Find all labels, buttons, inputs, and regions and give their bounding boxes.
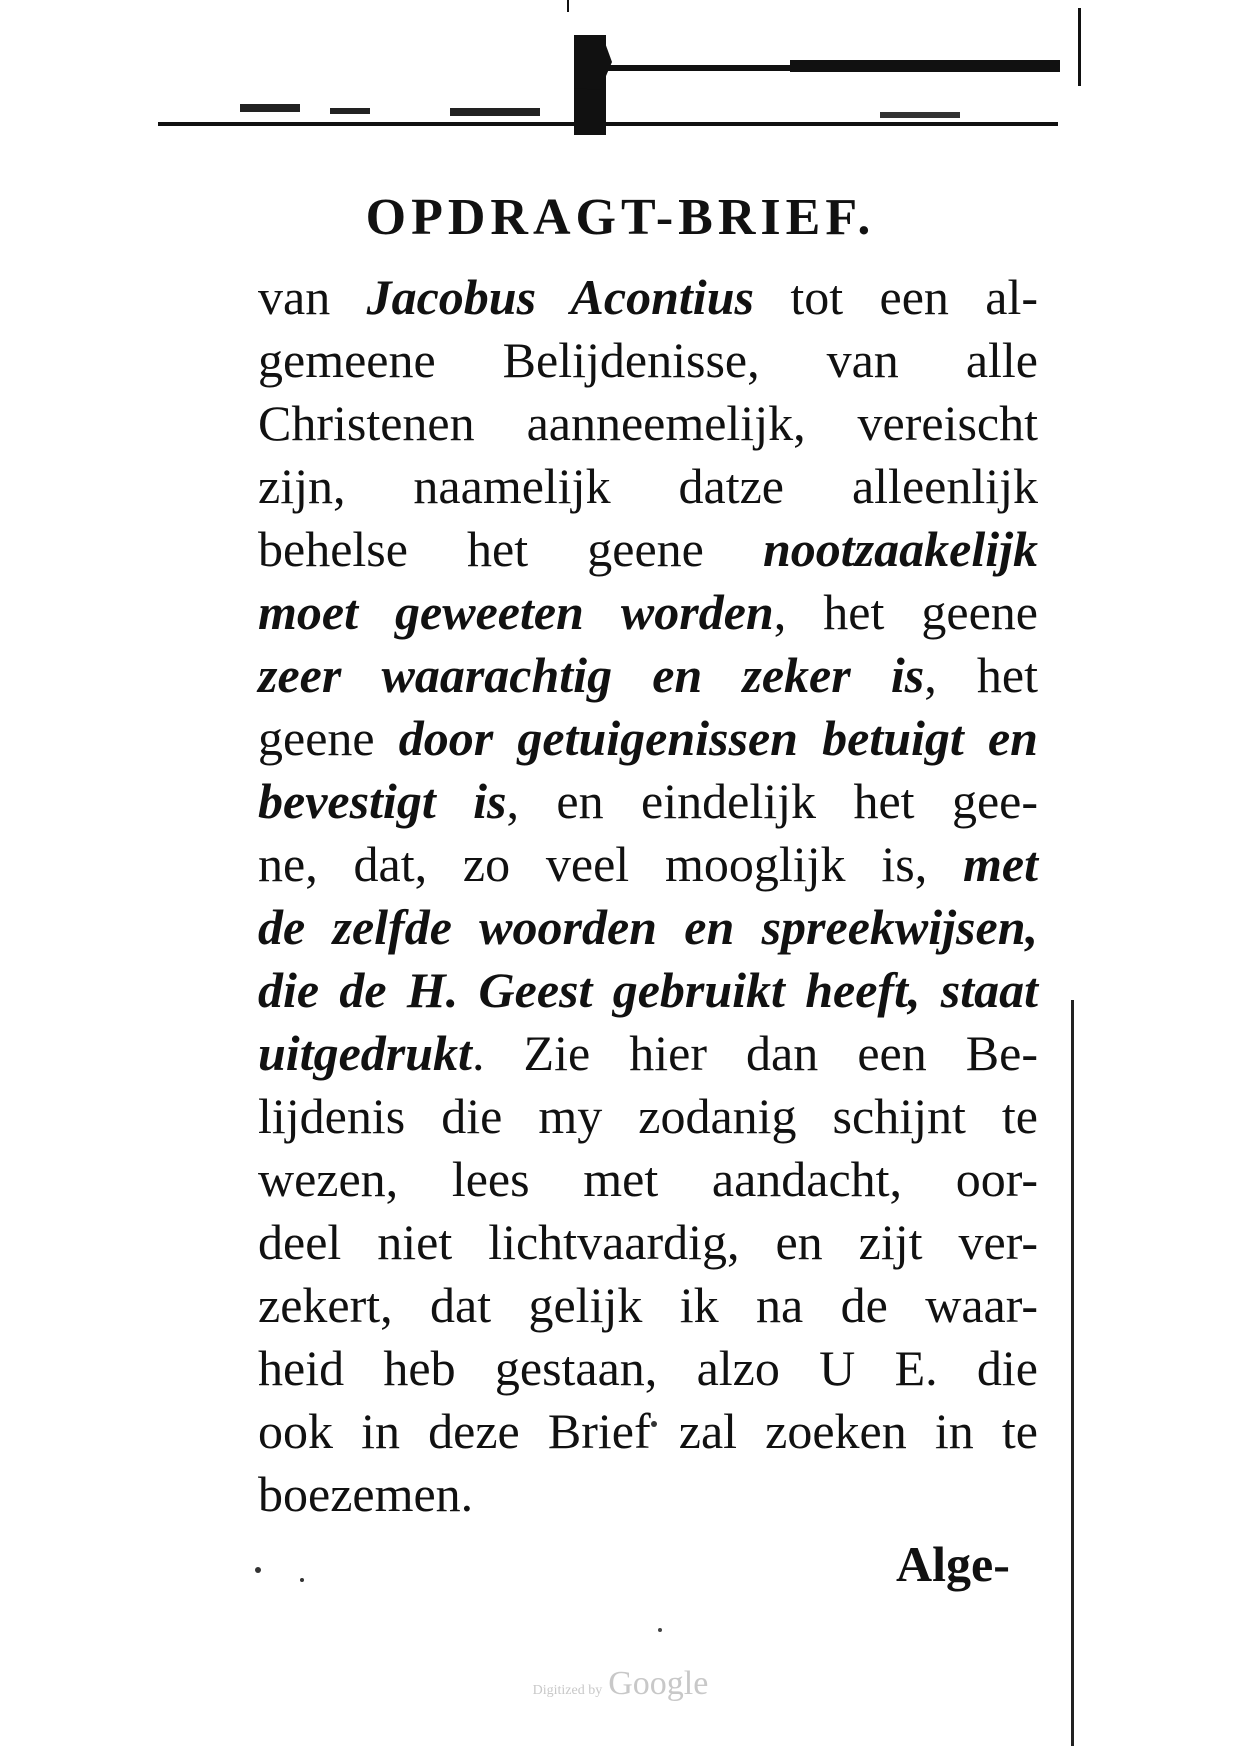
text-line (258, 1337, 1038, 1400)
text-line (258, 644, 1038, 707)
text-line (258, 833, 1038, 896)
text-span: geene (258, 710, 399, 766)
text-span: Christenen aanneemelijk, vereischt (258, 395, 1038, 451)
italic-span: die de H. Geest gebruikt heeft, staat (258, 962, 1038, 1018)
text-line (258, 1085, 1038, 1148)
text-span: zijn, naamelijk datze alleenlijk (258, 458, 1038, 514)
italic-span: moet geweeten worden (258, 584, 774, 640)
text-span: ook in deze Brief zal zoeken in te (258, 1403, 1038, 1459)
text-line (258, 896, 1038, 959)
text-span: ne, dat, zo veel mooglijk is, (258, 836, 964, 892)
text-line (258, 1274, 1038, 1337)
italic-span: uitgedrukt (258, 1025, 472, 1081)
italic-span: met (963, 836, 1038, 892)
text-span: tot een al- (753, 269, 1038, 325)
italic-span: nootzaakelijk (762, 521, 1038, 577)
text-line (258, 266, 1038, 329)
text-span: wezen, lees met aandacht, oor- (258, 1151, 1038, 1207)
text-line (258, 518, 1038, 581)
text-span: , het (924, 647, 1038, 703)
text-span: deel niet lichtvaardig, en zijt ver- (258, 1214, 1038, 1270)
letter-body (258, 266, 1038, 1526)
catchword: Alge- (896, 1536, 1010, 1592)
text-span: zekert, dat gelijk ik na de waar- (258, 1277, 1038, 1333)
text-line (258, 959, 1038, 1022)
italic-span: Jacobus Acontius (366, 269, 754, 325)
italic-span: bevestigt is (258, 773, 507, 829)
text-line (258, 1400, 1038, 1463)
text-line (258, 1463, 1038, 1526)
text-line (258, 770, 1038, 833)
text-line (258, 392, 1038, 455)
text-span: , het geene (773, 584, 1038, 640)
text-line (258, 329, 1038, 392)
page-heading: OPDRAGT-BRIEF. (365, 189, 876, 246)
text-line (258, 455, 1038, 518)
text-span: lijdenis die my zodanig schijnt te (258, 1088, 1038, 1144)
watermark (0, 1664, 1241, 1711)
text-span: heid heb gestaan, alzo U E. die (258, 1340, 1038, 1396)
text-span: boezemen. (258, 1466, 474, 1522)
text-span: gemeene Belijdenisse, van alle (258, 332, 1038, 388)
text-line (258, 581, 1038, 644)
watermark-logo: Google (608, 1665, 709, 1702)
text-span: van (258, 269, 367, 325)
text-line (258, 707, 1038, 770)
text-line (258, 1148, 1038, 1211)
watermark-small: Digitized by (532, 1683, 603, 1698)
italic-span: zeer waarachtig en zeker is (258, 647, 925, 703)
text-line (258, 1211, 1038, 1274)
text-span: , en eindelijk het gee- (506, 773, 1039, 829)
text-line (258, 1022, 1038, 1085)
italic-span: door getuigenissen betuigt en (398, 710, 1038, 766)
italic-span: de zelfde woorden en spreekwijsen, (258, 899, 1038, 955)
text-span: behelse het geene (258, 521, 763, 577)
text-span: . Zie hier dan een Be- (471, 1025, 1038, 1081)
